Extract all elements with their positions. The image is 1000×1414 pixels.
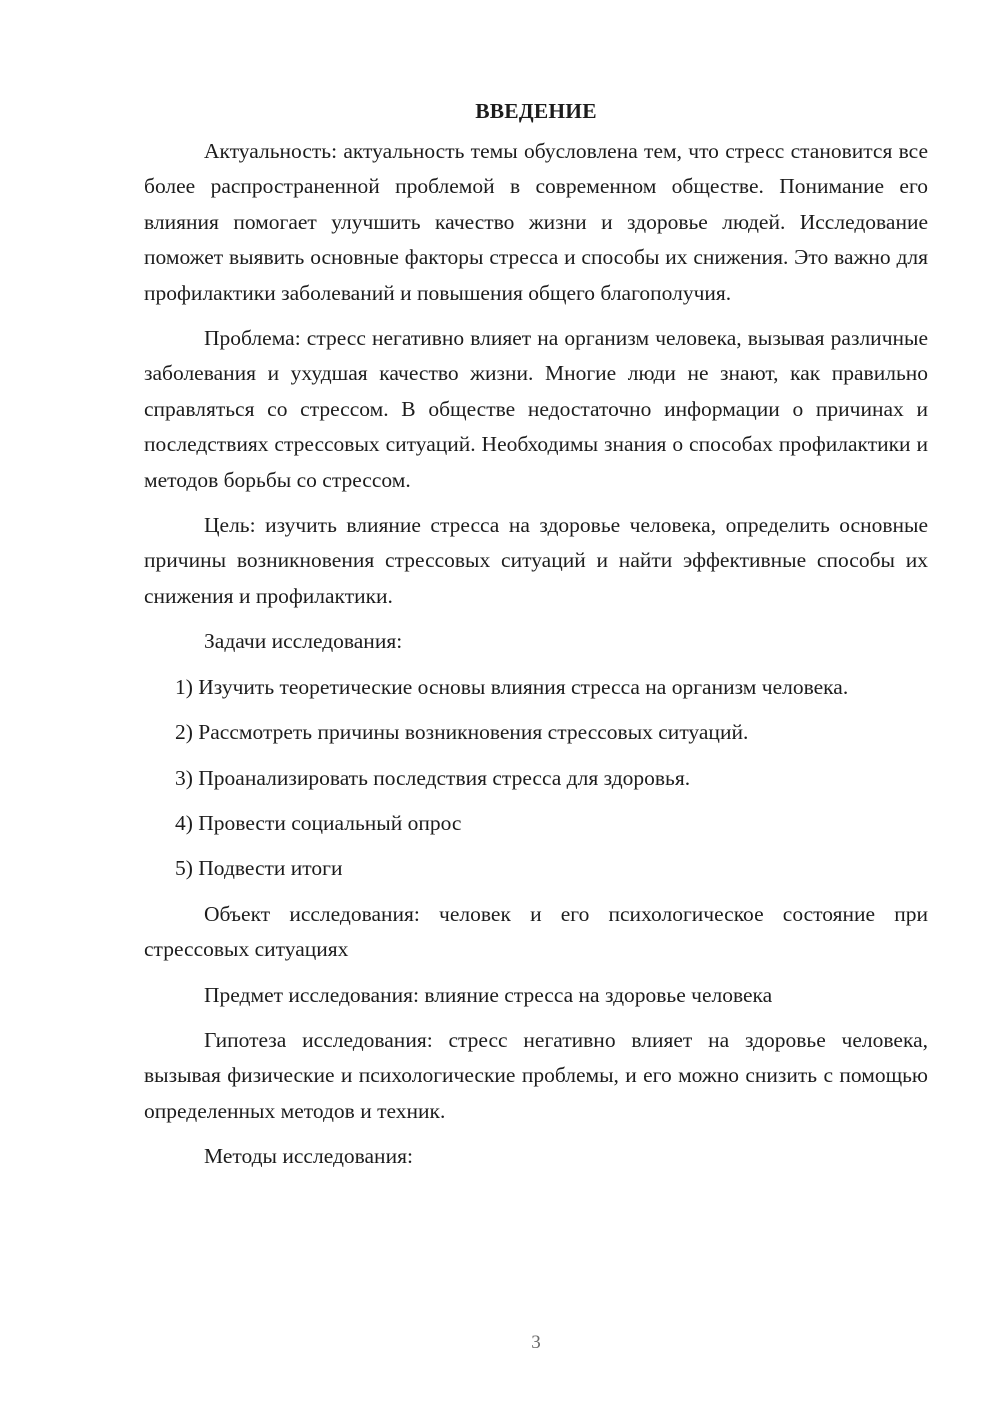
tasks-heading: Задачи исследования:: [204, 629, 403, 654]
tasks-list: [144, 670, 928, 887]
task-item: 2) Рассмотреть причины возникновения стрессовых ситуаций.: [175, 720, 749, 745]
page-number: 3: [531, 1332, 541, 1353]
task-item: 4) Провести социальный опрос: [175, 810, 462, 835]
hypothesis-paragraph: Гипотеза исследования: стресс негативно влияет на здоровье человека, вызывая физические и психологические проблемы, и его можно снизить с помощью определенных методов и техник.: [144, 1027, 928, 1123]
task-item: 1) Изучить теоретические основы влияния стресса на организм человека.: [175, 674, 849, 699]
goal-paragraph: Цель: изучить влияние стресса на здоровье человека, определить основные причины возникновения стрессовых ситуаций и найти эффективные способы их снижения и профилактики.: [144, 513, 928, 608]
task-item: 3) Проанализировать последствия стресса для здоровья.: [175, 765, 691, 790]
methods-heading: Методы исследования:: [204, 1144, 413, 1169]
problem-paragraph: Проблема: стресс негативно влияет на организм человека, вызывая различные заболевания и ухудшая качество жизни. Многие люди не знают, как правильно справляться со стрессом. В обществе недостаточно информации о причинах и последствиях стрессовых ситуаций. Необходимы знания о способах профилактики и методов борьбы со стрессом.: [144, 326, 928, 492]
document-title: ВВЕДЕНИЕ: [475, 99, 597, 123]
document-page: [144, 95, 928, 1185]
subject-paragraph: Предмет исследования: влияние стресса на здоровье человека: [204, 982, 773, 1007]
object-paragraph: Объект исследования: человек и его психологическое состояние при стрессовых ситуациях: [144, 901, 928, 962]
relevance-paragraph: Актуальность: актуальность темы обусловлена тем, что стресс становится все более распространенной проблемой в современном обществе. Понимание его влияния помогает улучшить качество жизни и здоровье людей. Исследование поможет выявить основные факторы стресса и способы их снижения. Это важно для профилактики заболеваний и повышения общего благополучия.: [144, 139, 928, 305]
task-item: 5) Подвести итоги: [175, 856, 343, 881]
